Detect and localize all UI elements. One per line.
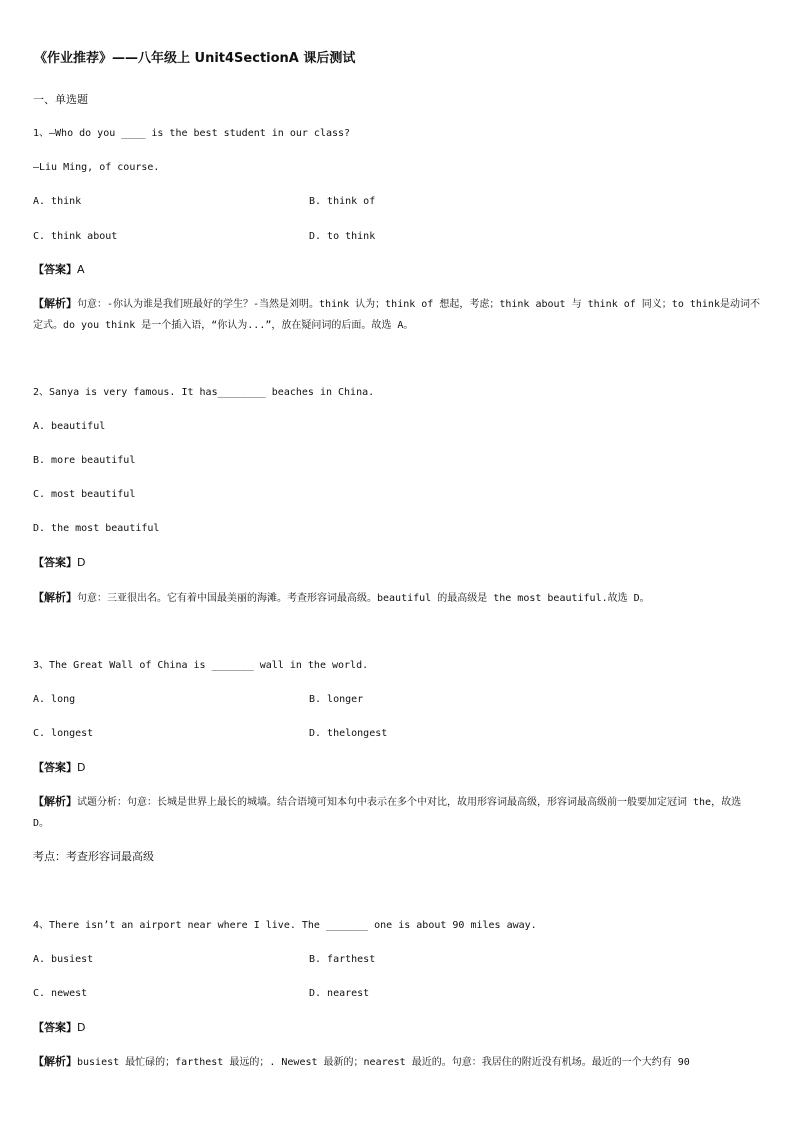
analysis-text: 试题分析：句意：长城是世界上最长的城墙。结合语境可知本句中表示在多个中对比，故用形容词最高级，形容词最高级前一般要加定冠词 the，故选 D。 <box>33 797 742 829</box>
question-3-option-c: C. longest <box>33 728 94 739</box>
question-1-option-c: C. think about <box>33 231 118 242</box>
question-4-stem: 4、There isn’t an airport near where I live. The _______ one is about 90 miles away. <box>33 920 537 931</box>
question-1-stem: 1、—Who do you ____ is the best student in our class? <box>33 128 351 139</box>
question-1-option-b: B. think of <box>309 196 376 207</box>
question-3-analysis <box>33 791 763 834</box>
question-2-option-d: D. the most beautiful <box>33 523 160 534</box>
analysis-text: 句意：-你认为谁是我们班最好的学生？-当然是刘明。think 认为；think of 想起，考虑；think about 与 think of 同义；to think是动词不定式。do you think 是一个插入语，“你认为...”，放在疑问词的后面。故选 A。 <box>33 299 760 331</box>
question-4-option-c: C. newest <box>33 988 88 999</box>
question-3-option-b: B. longer <box>309 694 364 705</box>
question-2-option-b: B. more beautiful <box>33 455 136 466</box>
question-2-analysis <box>33 587 763 609</box>
answer-tag: 【答案】 <box>33 263 77 276</box>
question-1-analysis <box>33 293 763 336</box>
question-3-option-a: A. long <box>33 694 76 705</box>
answer-tag: 【答案】 <box>33 556 77 569</box>
answer-tag: 【答案】 <box>33 761 77 774</box>
question-1-answer <box>33 263 85 277</box>
question-4-option-a: A. busiest <box>33 954 94 965</box>
document-title: 《作业推荐》——八年级上 Unit4SectionA 课后测试 <box>34 51 356 66</box>
question-3-answer <box>33 761 85 775</box>
question-1-stem-reply: —Liu Ming, of course. <box>33 162 160 173</box>
section-heading: 一、单选题 <box>33 93 88 106</box>
question-1-option-d: D. to think <box>309 231 376 242</box>
question-2-option-c: C. most beautiful <box>33 489 136 500</box>
analysis-tag: 【解析】 <box>33 297 77 310</box>
answer-value: A <box>77 263 85 276</box>
question-3-stem: 3、The Great Wall of China is _______ wall in the world. <box>33 660 369 671</box>
answer-value: D <box>77 1021 86 1034</box>
question-2-option-a: A. beautiful <box>33 421 106 432</box>
question-1-option-a: A. think <box>33 196 82 207</box>
analysis-tag: 【解析】 <box>33 1055 77 1068</box>
question-3-knowledge-point: 考点：考查形容词最高级 <box>33 850 154 863</box>
question-2-stem: 2、Sanya is very famous. It has________ beaches in China. <box>33 387 375 398</box>
question-3-option-d: D. thelongest <box>309 728 388 739</box>
analysis-tag: 【解析】 <box>33 795 77 808</box>
question-4-option-d: D. nearest <box>309 988 370 999</box>
analysis-text: busiest 最忙碌的；farthest 最远的；. Newest 最新的；nearest 最近的。句意：我居住的附近没有机场。最近的一个大约有 90 <box>77 1057 690 1068</box>
question-4-option-b: B. farthest <box>309 954 376 965</box>
question-4-answer <box>33 1021 85 1035</box>
question-4-analysis <box>33 1051 763 1073</box>
analysis-text: 句意：三亚很出名。它有着中国最美丽的海滩。考查形容词最高级。beautiful 的最高级是 the most beautiful.故选 D。 <box>77 593 650 604</box>
analysis-tag: 【解析】 <box>33 591 77 604</box>
answer-value: D <box>77 556 86 569</box>
answer-tag: 【答案】 <box>33 1021 77 1034</box>
answer-value: D <box>77 761 86 774</box>
question-2-answer <box>33 556 85 570</box>
